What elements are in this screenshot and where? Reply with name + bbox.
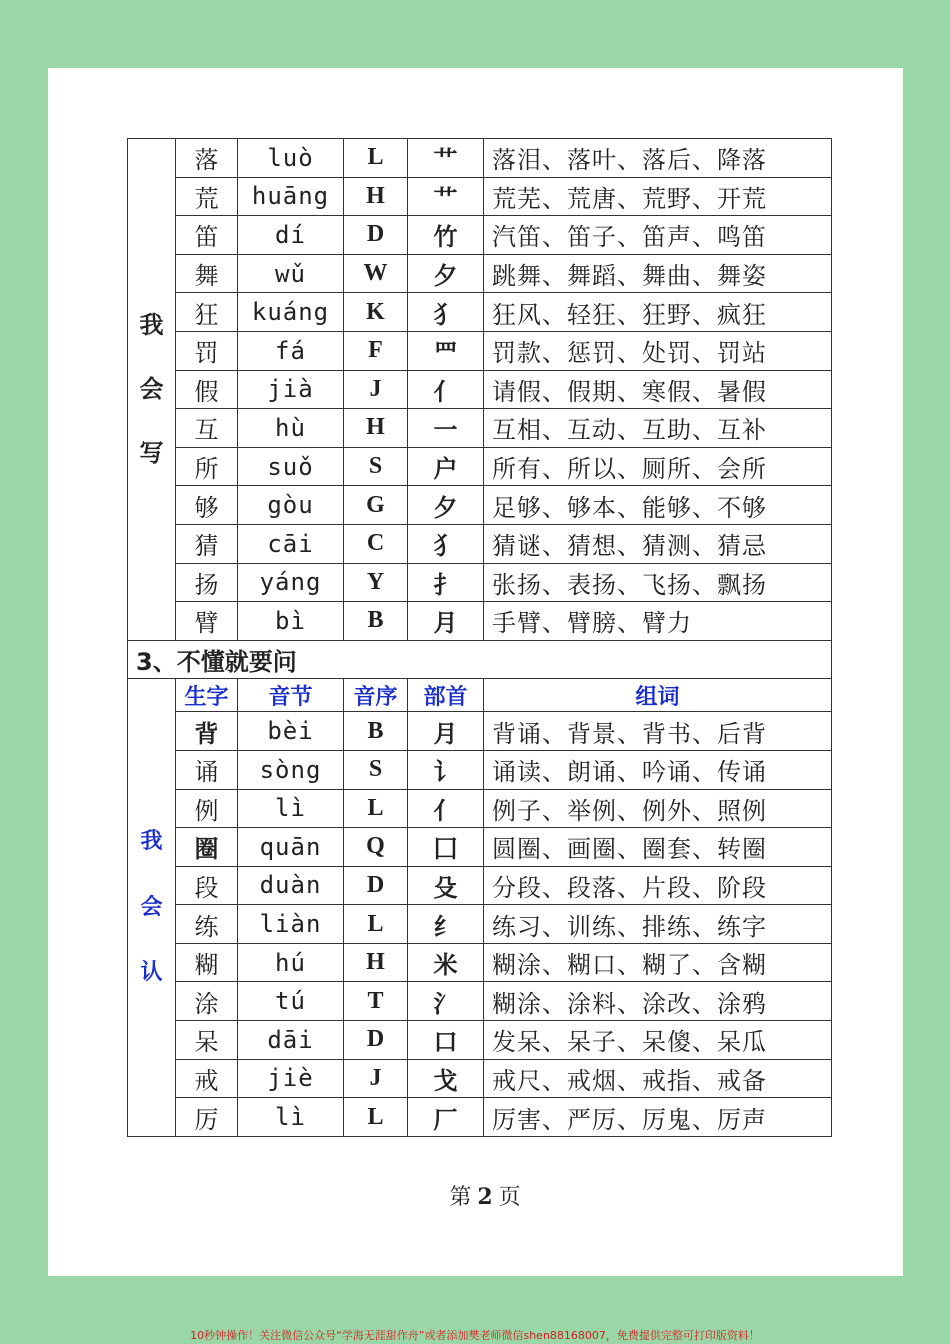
words-cell: 汽笛、笛子、笛声、鸣笛 [484, 216, 832, 255]
pinyin-cell: dāi [238, 1021, 344, 1060]
char-cell: 笛 [176, 216, 238, 255]
radical-cell: 讠 [408, 750, 484, 789]
table-row [128, 943, 832, 982]
initial-cell: Y [344, 563, 408, 602]
pinyin-cell: hù [238, 409, 344, 448]
pinyin-cell: jià [238, 370, 344, 409]
radical-cell: 囗 [408, 828, 484, 867]
radical-cell: 米 [408, 943, 484, 982]
words-cell: 糊涂、糊口、糊了、含糊 [484, 943, 832, 982]
column-header: 生字 [176, 679, 238, 712]
radical-cell: 亻 [408, 370, 484, 409]
table-row [128, 331, 832, 370]
words-cell: 猜谜、猜想、猜测、猜忌 [484, 524, 832, 563]
char-cell: 练 [176, 905, 238, 944]
char-cell: 段 [176, 866, 238, 905]
pinyin-cell: suǒ [238, 447, 344, 486]
table-row [128, 254, 832, 293]
pinyin-cell: hú [238, 943, 344, 982]
radical-cell: 亻 [408, 789, 484, 828]
initial-cell: T [344, 982, 408, 1021]
radical-cell: 犭 [408, 524, 484, 563]
char-cell: 背 [176, 712, 238, 751]
radical-cell: 月 [408, 602, 484, 641]
words-cell: 诵读、朗诵、吟诵、传诵 [484, 750, 832, 789]
table-row [128, 370, 832, 409]
words-cell: 圆圈、画圈、圈套、转圈 [484, 828, 832, 867]
initial-cell: L [344, 789, 408, 828]
char-cell: 互 [176, 409, 238, 448]
char-cell: 臂 [176, 602, 238, 641]
table-row [128, 524, 832, 563]
section-title-row [128, 640, 832, 679]
column-header: 部首 [408, 679, 484, 712]
vocabulary-table [127, 138, 832, 1137]
column-header: 音序 [344, 679, 408, 712]
char-cell: 糊 [176, 943, 238, 982]
char-cell: 舞 [176, 254, 238, 293]
radical-cell: 竹 [408, 216, 484, 255]
words-cell: 狂风、轻狂、狂野、疯狂 [484, 293, 832, 332]
side-label [128, 139, 176, 641]
table-row [128, 1059, 832, 1098]
radical-cell: 戈 [408, 1059, 484, 1098]
initial-cell: D [344, 216, 408, 255]
pinyin-cell: quān [238, 828, 344, 867]
initial-cell: W [344, 254, 408, 293]
char-cell: 戒 [176, 1059, 238, 1098]
words-cell: 手臂、臂膀、臂力 [484, 602, 832, 641]
words-cell: 戒尺、戒烟、戒指、戒备 [484, 1059, 832, 1098]
pinyin-cell: dí [238, 216, 344, 255]
radical-cell: 罒 [408, 331, 484, 370]
pinyin-cell: wǔ [238, 254, 344, 293]
table-row [128, 712, 832, 751]
char-cell: 圈 [176, 828, 238, 867]
pinyin-cell: liàn [238, 905, 344, 944]
char-cell: 厉 [176, 1098, 238, 1137]
char-cell: 假 [176, 370, 238, 409]
words-cell: 分段、段落、片段、阶段 [484, 866, 832, 905]
words-cell: 足够、够本、能够、不够 [484, 486, 832, 525]
radical-cell: 纟 [408, 905, 484, 944]
initial-cell: D [344, 1021, 408, 1060]
side-label-char: 会 [140, 894, 163, 920]
pinyin-cell: huāng [238, 177, 344, 216]
initial-cell: L [344, 1098, 408, 1137]
char-cell: 荒 [176, 177, 238, 216]
pinyin-cell: yáng [238, 563, 344, 602]
side-label [128, 679, 176, 1137]
table-row [128, 139, 832, 178]
pinyin-cell: kuáng [238, 293, 344, 332]
words-cell: 例子、举例、例外、照例 [484, 789, 832, 828]
words-cell: 落泪、落叶、落后、降落 [484, 139, 832, 178]
char-cell: 猜 [176, 524, 238, 563]
radical-cell: 夕 [408, 486, 484, 525]
char-cell: 够 [176, 486, 238, 525]
initial-cell: B [344, 602, 408, 641]
radical-cell: 户 [408, 447, 484, 486]
table-row [128, 409, 832, 448]
words-cell: 互相、互动、互助、互补 [484, 409, 832, 448]
pinyin-cell: tú [238, 982, 344, 1021]
page-number: 第 2 页 [449, 1184, 521, 1210]
radical-cell: 口 [408, 1021, 484, 1060]
table-row [128, 602, 832, 641]
pinyin-cell: cāi [238, 524, 344, 563]
pinyin-cell: sòng [238, 750, 344, 789]
char-cell: 落 [176, 139, 238, 178]
radical-cell: 夕 [408, 254, 484, 293]
initial-cell: J [344, 370, 408, 409]
char-cell: 呆 [176, 1021, 238, 1060]
column-header: 组词 [484, 679, 832, 712]
initial-cell: S [344, 447, 408, 486]
side-label-char: 认 [140, 960, 163, 986]
table-row [128, 177, 832, 216]
initial-cell: Q [344, 828, 408, 867]
initial-cell: L [344, 139, 408, 178]
table-row [128, 750, 832, 789]
char-cell: 例 [176, 789, 238, 828]
initial-cell: H [344, 943, 408, 982]
table-row [128, 486, 832, 525]
char-cell: 诵 [176, 750, 238, 789]
side-label-char: 写 [139, 438, 164, 468]
radical-cell: 厂 [408, 1098, 484, 1137]
initial-cell: K [344, 293, 408, 332]
char-cell: 所 [176, 447, 238, 486]
char-cell: 涂 [176, 982, 238, 1021]
table-row [128, 447, 832, 486]
table-row [128, 1021, 832, 1060]
pinyin-cell: fá [238, 331, 344, 370]
char-cell: 罚 [176, 331, 238, 370]
radical-cell: 犭 [408, 293, 484, 332]
words-cell: 练习、训练、排练、练字 [484, 905, 832, 944]
pinyin-cell: luò [238, 139, 344, 178]
initial-cell: L [344, 905, 408, 944]
pinyin-cell: gòu [238, 486, 344, 525]
words-cell: 罚款、惩罚、处罚、罚站 [484, 331, 832, 370]
radical-cell: 氵 [408, 982, 484, 1021]
footer-note: 10秒钟操作！关注微信公众号“学海无涯甜作舟”或者添加樊老师微信shen88168007，免费提供完整可打印版资料！ [190, 1329, 760, 1342]
words-cell: 跳舞、舞蹈、舞曲、舞姿 [484, 254, 832, 293]
table-row [128, 828, 832, 867]
pinyin-cell: bèi [238, 712, 344, 751]
words-cell: 糊涂、涂料、涂改、涂鸦 [484, 982, 832, 1021]
radical-cell: 殳 [408, 866, 484, 905]
table-row [128, 216, 832, 255]
initial-cell: G [344, 486, 408, 525]
words-cell: 所有、所以、厕所、会所 [484, 447, 832, 486]
side-label-char: 会 [139, 374, 164, 404]
words-cell: 荒芜、荒唐、荒野、开荒 [484, 177, 832, 216]
side-label-char: 我 [140, 829, 163, 855]
column-header: 音节 [238, 679, 344, 712]
radical-cell: 艹 [408, 139, 484, 178]
char-cell: 狂 [176, 293, 238, 332]
char-cell: 扬 [176, 563, 238, 602]
pinyin-cell: jiè [238, 1059, 344, 1098]
initial-cell: S [344, 750, 408, 789]
section-title: 3、不懂就要问 [128, 640, 832, 679]
table-row [128, 982, 832, 1021]
radical-cell: 扌 [408, 563, 484, 602]
table-row [128, 293, 832, 332]
table-row [128, 563, 832, 602]
words-cell: 张扬、表扬、飞扬、飘扬 [484, 563, 832, 602]
words-cell: 厉害、严厉、厉鬼、厉声 [484, 1098, 832, 1137]
initial-cell: F [344, 331, 408, 370]
table-row [128, 789, 832, 828]
initial-cell: D [344, 866, 408, 905]
initial-cell: H [344, 409, 408, 448]
radical-cell: 艹 [408, 177, 484, 216]
table-row [128, 1098, 832, 1137]
table-row [128, 905, 832, 944]
pinyin-cell: bì [238, 602, 344, 641]
side-label-char: 我 [139, 310, 164, 340]
initial-cell: J [344, 1059, 408, 1098]
header-row [128, 679, 832, 712]
radical-cell: 一 [408, 409, 484, 448]
pinyin-cell: lì [238, 1098, 344, 1137]
initial-cell: B [344, 712, 408, 751]
pinyin-cell: duàn [238, 866, 344, 905]
table-row [128, 866, 832, 905]
radical-cell: 月 [408, 712, 484, 751]
initial-cell: H [344, 177, 408, 216]
words-cell: 背诵、背景、背书、后背 [484, 712, 832, 751]
words-cell: 发呆、呆子、呆傻、呆瓜 [484, 1021, 832, 1060]
pinyin-cell: lì [238, 789, 344, 828]
words-cell: 请假、假期、寒假、暑假 [484, 370, 832, 409]
initial-cell: C [344, 524, 408, 563]
